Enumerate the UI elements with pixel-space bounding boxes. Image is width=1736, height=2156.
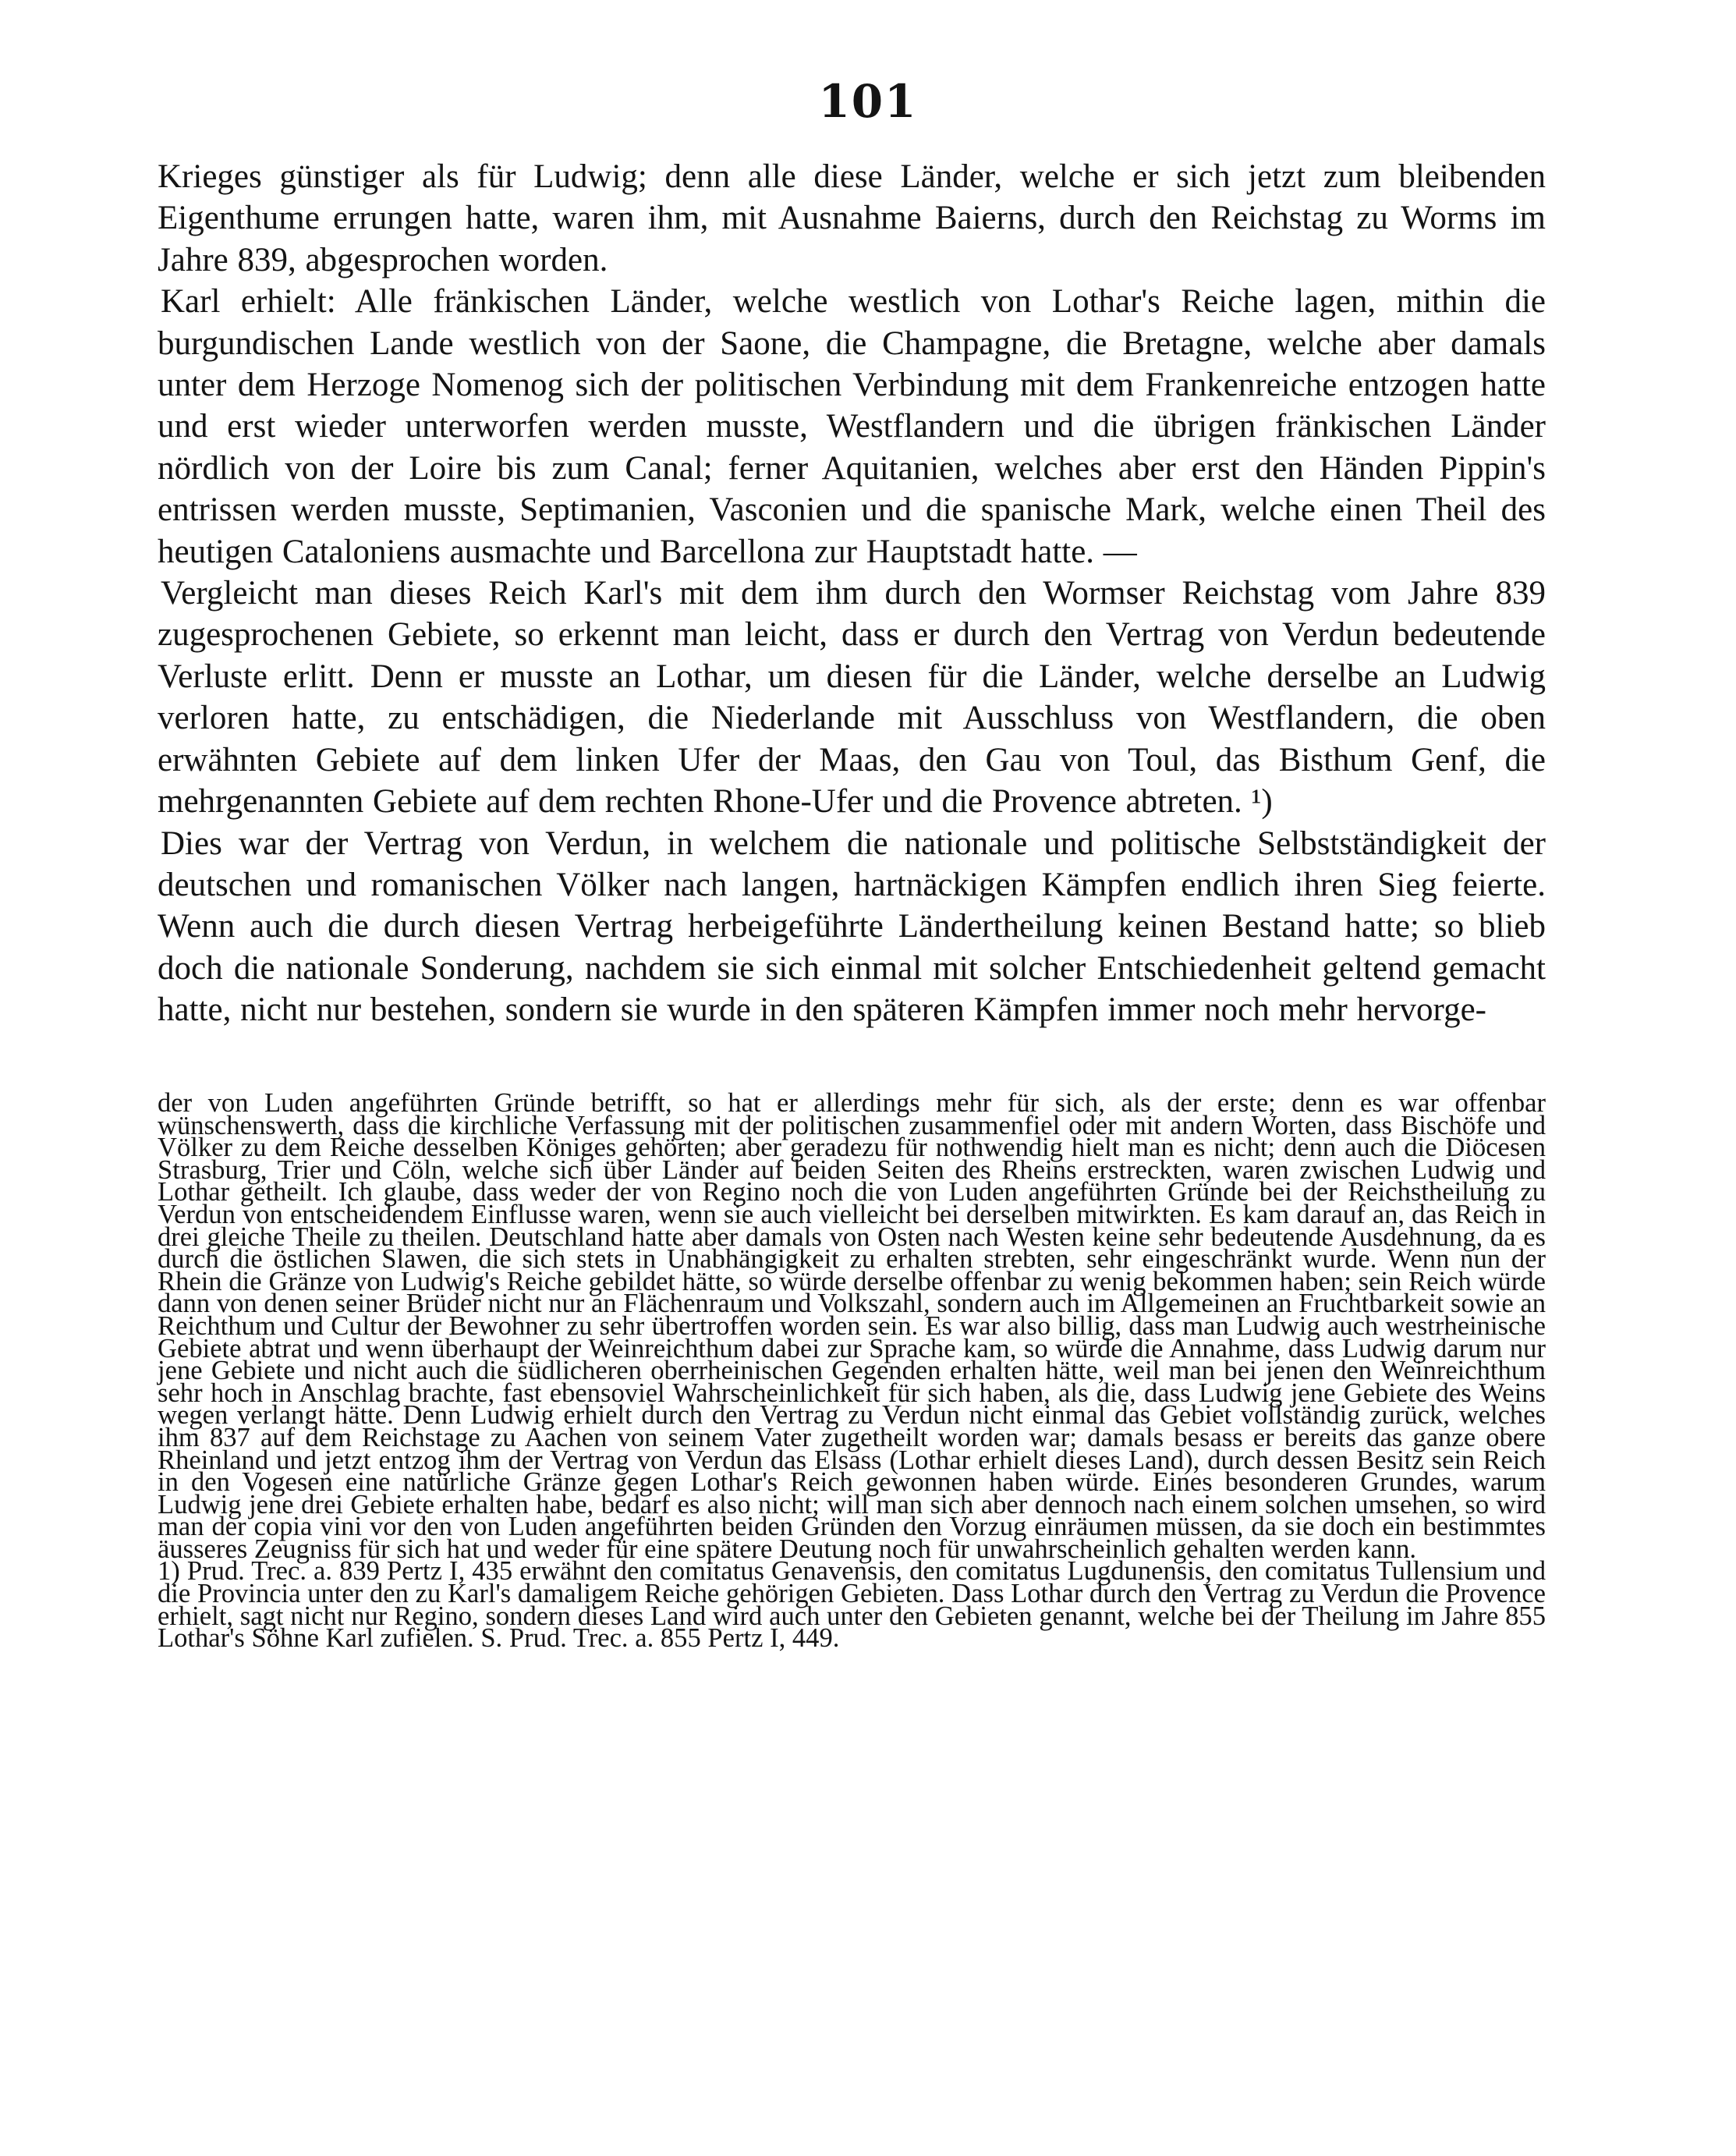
footnotes [158, 1088, 1546, 1654]
main-text [158, 156, 1546, 1031]
footnote-continuation: der von Luden angeführten Gründe betrifft, so hat er allerdings mehr für sich, als der erste; denn es war offenbar wünschenswerth, dass die kirchliche Verfassung mit der politischen zusammenfiel oder mit andern Worten, dass Bischöfe und Völker zu dem Reiche desselben Königes gehörten; aber geradezu für nothwendig hielt man es nicht; denn auch die Diöcesen Strasburg, Trier und Cöln, welche sich über Länder auf beiden Seiten des Rheins erstreckten, waren zwischen Ludwig und Lothar getheilt. Ich glaube, dass weder der von Regino noch die von Luden angeführten Gründe bei der Reichstheilung zu Verdun von entscheidendem Einflusse waren, wenn sie auch vielleicht bei derselben mitwirkten. Es kam darauf an, das Reich in drei gleiche Theile zu theilen. Deutschland hatte aber damals von Osten nach Westen keine sehr bedeutende Ausdehnung, da es durch die östlichen Slawen, die sich stets in Unabhängigkeit zu erhalten strebten, sehr eingeschränkt wurde. Wenn nun der Rhein die Gränze von Ludwig's Reiche gebildet hätte, so würde derselbe offenbar zu wenig bekommen haben; sein Reich würde dann von denen seiner Brüder nicht nur an Flächenraum und Volkszahl, sondern auch im Allgemeinen an Fruchtbarkeit sowie an Reichthum und Cultur der Bewohner zu sehr übertroffen worden sein. Es war also billig, dass man Ludwig auch westrheinische Gebiete abtrat und wenn überhaupt der Weinreichthum dabei zur Sprache kam, so würde die Annahme, dass Ludwig darum nur jene Gebiete und nicht auch die südlicheren oberrheinischen Gegenden erhalten hätte, weil man bei jenen den Weinreichthum sehr hoch in Anschlag brachte, fast ebensoviel Wahrscheinlichkeit für sich haben, als die, dass Ludwig jene Gebiete des Weins wegen verlangt hätte. Denn Ludwig erhielt durch den Vertrag zu Verdun nicht einmal das Gebiet vollständig zurück, welches ihm 837 auf dem Reichstage zu Aachen von seinem Vater zugetheilt worden war; damals besass er bereits das ganze obere Rheinland und jetzt entzog ihm der Vertrag von Verdun das Elsass (Lothar erhielt dieses Land), durch dessen Besitz sein Reich in den Vogesen eine natürliche Gränze gegen Lothar's Reich gewonnen haben würde. Eines besonderen Grundes, warum Ludwig jene drei Gebiete erhalten habe, bedarf es also nicht; will man sich aber dennoch nach einem solchen umsehen, so wird man der copia vini vor den von Luden angeführten beiden Gründen den Vorzug einräumen müssen, da sie doch ein bestimmtes äusseres Zeugniss für sich hat und weder für eine spätere Deutung noch für unwahrscheinlich gehalten werden kann. [158, 1088, 1546, 1564]
paragraph-3: Vergleicht man dieses Reich Karl's mit dem ihm durch den Wormser Reichstag vom Jahre 839 zugesprochenen Gebiete, so erkennt man leicht, dass er durch den Vertrag von Verdun bedeutende Verluste erlitt. Denn er musste an Lothar, um diesen für die Länder, welche derselbe an Ludwig verloren hatte, zu entschädigen, die Niederlande mit Ausschluss von Westflandern, die oben erwähnten Gebiete auf dem linken Ufer der Maas, den Gau von Toul, das Bisthum Genf, die mehrgenannten Gebiete auf dem rechten Rhone-Ufer und die Provence abtreten. ¹) [158, 575, 1546, 821]
paragraph-1: Krieges günstiger als für Ludwig; denn alle diese Länder, welche er sich jetzt zum bleibenden Eigenthume errungen hatte, waren ihm, mit Ausnahme Baierns, durch den Reichstag zu Worms im Jahre 839, abgesprochen worden. [158, 158, 1546, 278]
page-number: 101 [818, 75, 918, 128]
paragraph-4: Dies war der Vertrag von Verdun, in welchem die nationale und politische Selbstständigkeit der deutschen und romanischen Völker nach langen, hartnäckigen Kämpfen endlich ihren Sieg feierte. Wenn auch die durch diesen Vertrag herbeigeführte Ländertheilung keinen Bestand hatte; so blieb doch die nationale Sonderung, nachdem sie sich einmal mit solcher Entschiedenheit geltend gemacht hatte, nicht nur bestehen, sondern sie wurde in den späteren Kämpfen immer noch mehr hervorge- [158, 824, 1546, 1029]
footnote-1: 1) Prud. Trec. a. 839 Pertz I, 435 erwähnt den comitatus Genavensis, den comitatus Lugdunensis, den comitatus Tullensium und die Provincia unter den zu Karl's damaligem Reiche gehörigen Gebieten. Dass Lothar durch den Vertrag zu Verdun die Provence erhielt, sagt nicht nur Regino, sondern dieses Land wird auch unter den Gebieten genannt, welche bei der Theilung im Jahre 855 Lothar's Söhne Karl zufielen. S. Prud. Trec. a. 855 Pertz I, 449. [158, 1556, 1546, 1654]
paragraph-2: Karl erhielt: Alle fränkischen Länder, welche westlich von Lothar's Reiche lagen, mithin die burgundischen Lande westlich von der Saone, die Champagne, die Bretagne, welche aber damals unter dem Herzoge Nomenog sich der politischen Verbindung mit dem Frankenreiche entzogen hatte und erst wieder unterworfen werden musste, Westflandern und die übrigen fränkischen Länder nördlich von der Loire bis zum Canal; ferner Aquitanien, welches aber erst den Händen Pippin's entrissen werden musste, Septimanien, Vasconien und die spanische Mark, welche einen Theil des heutigen Cataloniens ausmachte und Barcellona zur Hauptstadt hatte. — [158, 283, 1546, 570]
